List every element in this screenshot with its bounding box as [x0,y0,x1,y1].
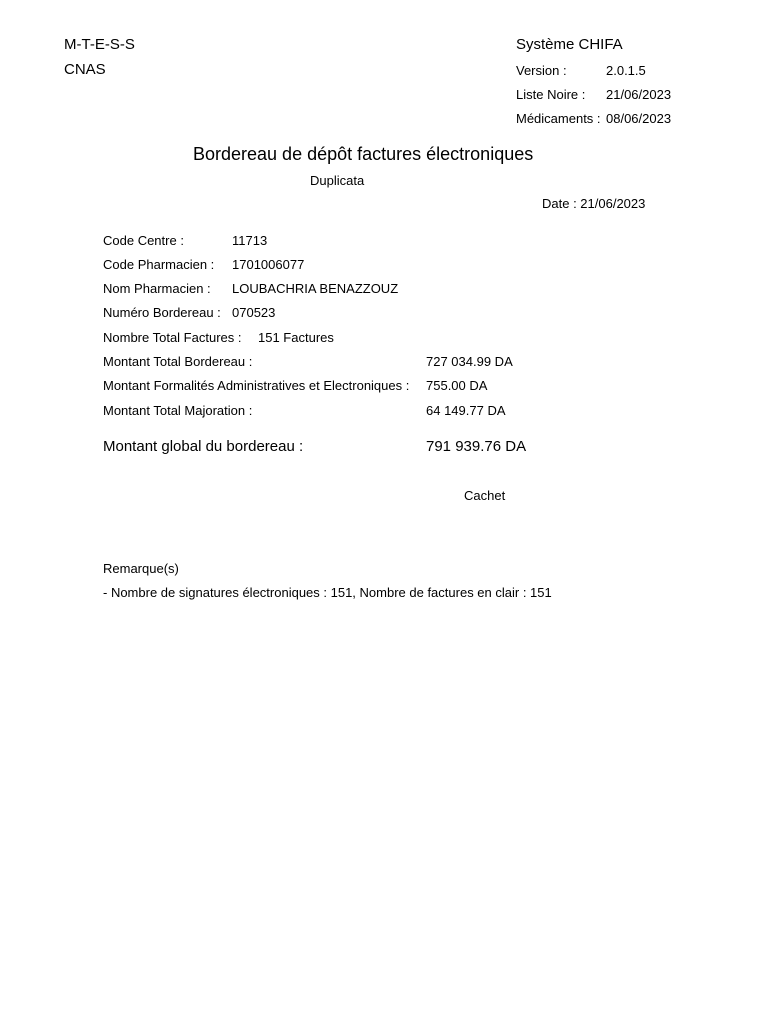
code-pharmacien-label: Code Pharmacien : [103,257,215,272]
code-pharmacien-value: 1701006077 [232,257,305,272]
formalites-label: Montant Formalités Administratives et Electroniques : [103,378,410,393]
code-centre-value: 11713 [232,233,268,248]
global-amount-label: Montant global du bordereau : [103,438,304,455]
global-amount-value: 791 939.76 DA [426,438,527,455]
version-value: 2.0.1.5 [606,63,646,78]
remarks-line: - Nombre de signatures électroniques : 151, Nombre de factures en clair : 151 [103,585,552,600]
agency-label: CNAS [64,61,106,78]
ministry-label: M-T-E-S-S [64,36,135,53]
blacklist-label: Liste Noire : [516,87,586,102]
nom-pharmacien-label: Nom Pharmacien : [103,281,211,296]
blacklist-value: 21/06/2023 [606,87,672,102]
formalites-value: 755.00 DA [426,378,488,393]
remarks-heading: Remarque(s) [103,561,179,576]
document-subtitle: Duplicata [310,173,365,188]
version-label: Version : [516,63,567,78]
majoration-label: Montant Total Majoration : [103,403,253,418]
document-date: Date : 21/06/2023 [542,196,646,211]
system-name: Système CHIFA [516,36,623,53]
majoration-value: 64 149.77 DA [426,403,506,418]
stamp-label: Cachet [464,488,506,503]
nombre-factures-value: 151 Factures [258,330,334,345]
nombre-factures-label: Nombre Total Factures : [103,330,242,345]
document-title: Bordereau de dépôt factures électroniques [193,144,534,164]
total-bordereau-value: 727 034.99 DA [426,354,513,369]
numero-bordereau-label: Numéro Bordereau : [103,305,221,320]
code-centre-label: Code Centre : [103,233,184,248]
medications-label: Médicaments : [516,111,601,126]
total-bordereau-label: Montant Total Bordereau : [103,354,253,369]
nom-pharmacien-value: LOUBACHRIA BENAZZOUZ [232,281,399,296]
medications-value: 08/06/2023 [606,111,672,126]
numero-bordereau-value: 070523 [232,305,276,320]
